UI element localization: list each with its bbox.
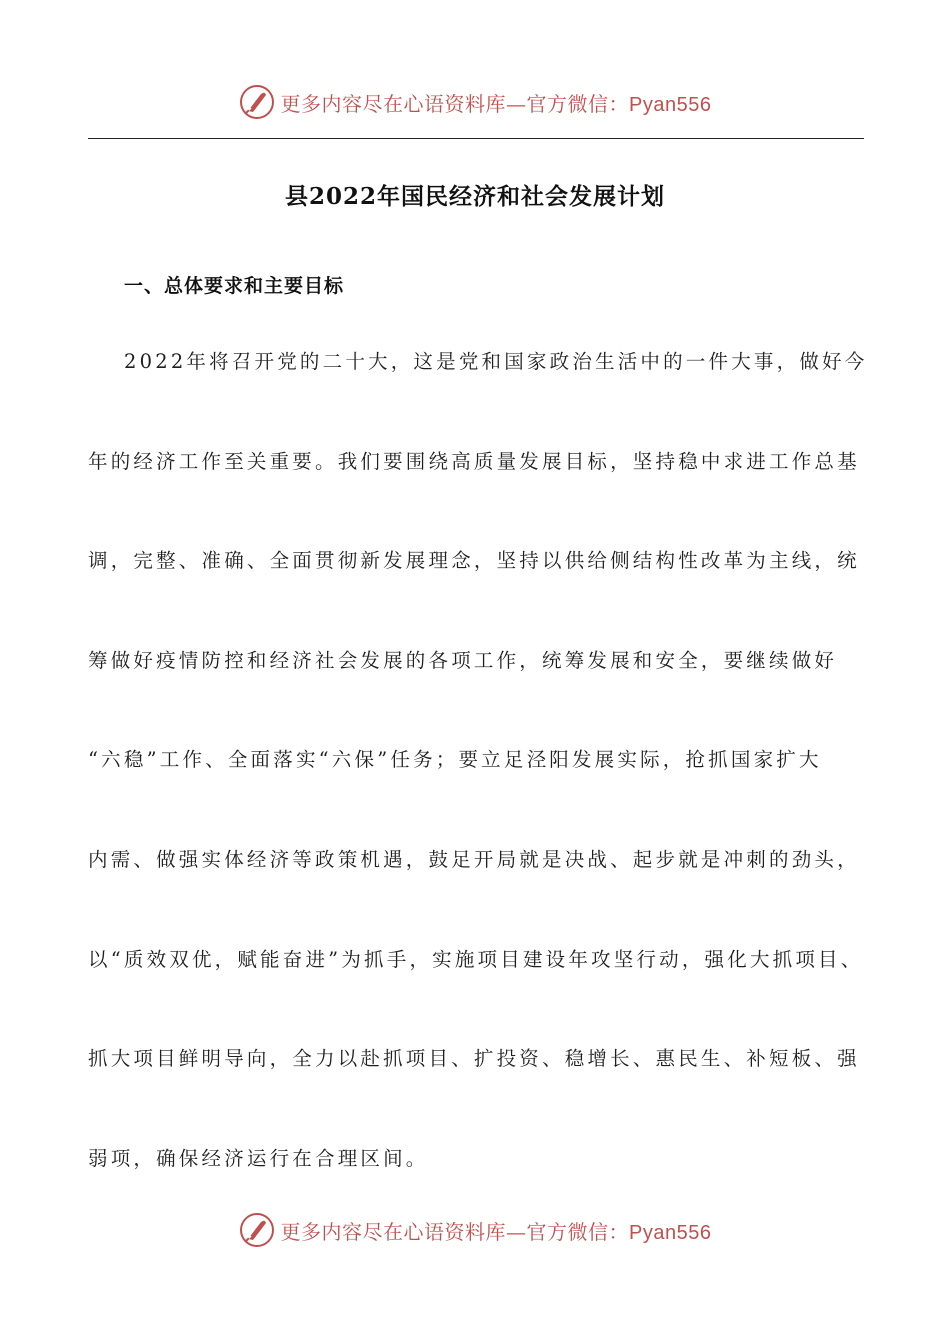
header-wechat-id: Pyan556 xyxy=(629,93,712,116)
paragraph-line: 弱项，确保经济运行在合理区间。 xyxy=(88,1146,429,1170)
paragraph-line: 抓大项目鲜明导向，全力以赴抓项目、扩投资、稳增长、惠民生、补短板、强 xyxy=(88,1047,860,1071)
paragraph-line: 筹做好疫情防控和经济社会发展的各项工作，统筹发展和安全，要继续做好 xyxy=(88,648,838,672)
paragraph-line: 以“质效双优，赋能奋进”为抓手，实施项目建设年攻坚行动，强化大抓项目、 xyxy=(88,947,864,971)
header-banner-text xyxy=(281,88,712,117)
header-banner xyxy=(0,82,950,122)
footer-banner-text xyxy=(281,1216,712,1245)
document-title: 县2022年国民经济和社会发展计划 xyxy=(284,183,665,210)
quill-pen-logo-icon xyxy=(239,84,275,120)
quill-pen-logo-icon xyxy=(239,1212,275,1248)
section-heading: 一、总体要求和主要目标 xyxy=(124,275,345,297)
paragraph-line: 年的经济工作至关重要。我们要围绕高质量发展目标，坚持稳中求进工作总基 xyxy=(88,449,860,473)
header-divider xyxy=(88,138,864,139)
footer-banner-label: 更多内容尽在心语资料库—官方微信： xyxy=(280,1219,630,1244)
paragraph-line: “六稳”工作、全面落实“六保”任务；要立足泾阳发展实际，抢抓国家扩大 xyxy=(88,748,822,772)
paragraph-line: 2022年将召开党的二十大，这是党和国家政治生活中的一件大事，做好今 xyxy=(124,350,868,373)
footer-wechat-id: Pyan556 xyxy=(629,1221,712,1244)
footer-banner xyxy=(0,1210,950,1250)
paragraph-line: 调，完整、准确、全面贯彻新发展理念，坚持以供给侧结构性改革为主线，统 xyxy=(88,549,860,573)
body-paragraph xyxy=(88,344,878,1240)
header-banner-label: 更多内容尽在心语资料库—官方微信： xyxy=(280,91,630,116)
paragraph-line: 内需、做强实体经济等政策机遇，鼓足开局就是决战、起步就是冲刺的劲头， xyxy=(88,847,860,871)
